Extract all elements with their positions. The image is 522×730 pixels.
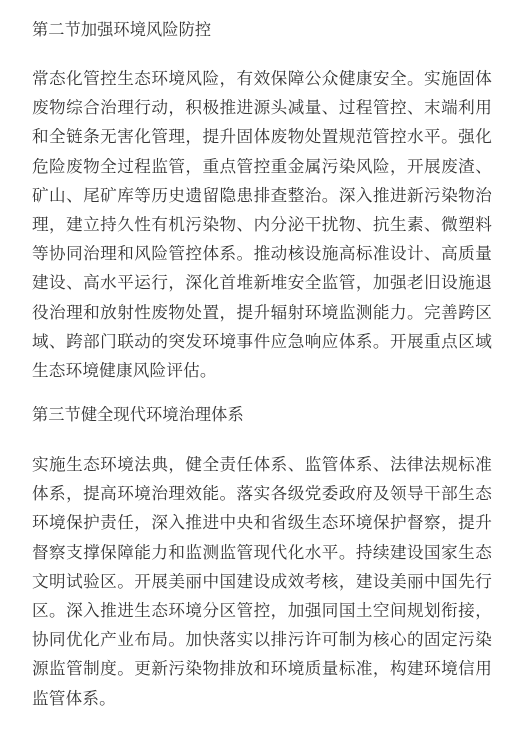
section-body-governance-system: 实施生态环境法典，健全责任体系、监管体系、法律法规标准体系，提高环境治理效能。落实各级党委政府及领导干部生态环境保护责任，深入推进中央和省级生态环境保护督察，提升督察支撑保障能力和监测监管现代化水平。持续建设国家生态文明试验区。开展美丽中国建设成效考核，建设美丽中国先行区。深入推进生态环境分区管控，加强同国土空间规划衔接，协同优化产业布局。加快落实以排污许可制为核心的固定污染源监管制度。更新污染物排放和环境质量标准，构建环境信用监管体系。: [32, 455, 492, 708]
section-heading-risk-prevention: 第二节加强环境风险防控: [32, 20, 212, 39]
section-heading-governance-system: 第三节健全现代环境治理体系: [32, 405, 244, 424]
section-body-risk-prevention: 常态化管控生态环境风险，有效保障公众健康安全。实施固体废物综合治理行动，积极推进源头减量、过程管控、末端利用和全链条无害化管理，提升固体废物处置规范管控水平。强化危险废物全过程监管，重点管控重金属污染风险，开展废渣、矿山、尾矿库等历史遗留隐患排查整治。深入推进新污染物治理，建立持久性有机污染物、内分泌干扰物、抗生素、微塑料等协同治理和风险管控体系。推动核设施高标准设计、高质量建设、高水平运行，深化首堆新堆安全监管，加强老旧设施退役治理和放射性废物处置，提升辐射环境监测能力。完善跨区域、跨部门联动的突发环境事件应急响应体系。开展重点区域生态环境健康风险评估。: [32, 69, 492, 381]
